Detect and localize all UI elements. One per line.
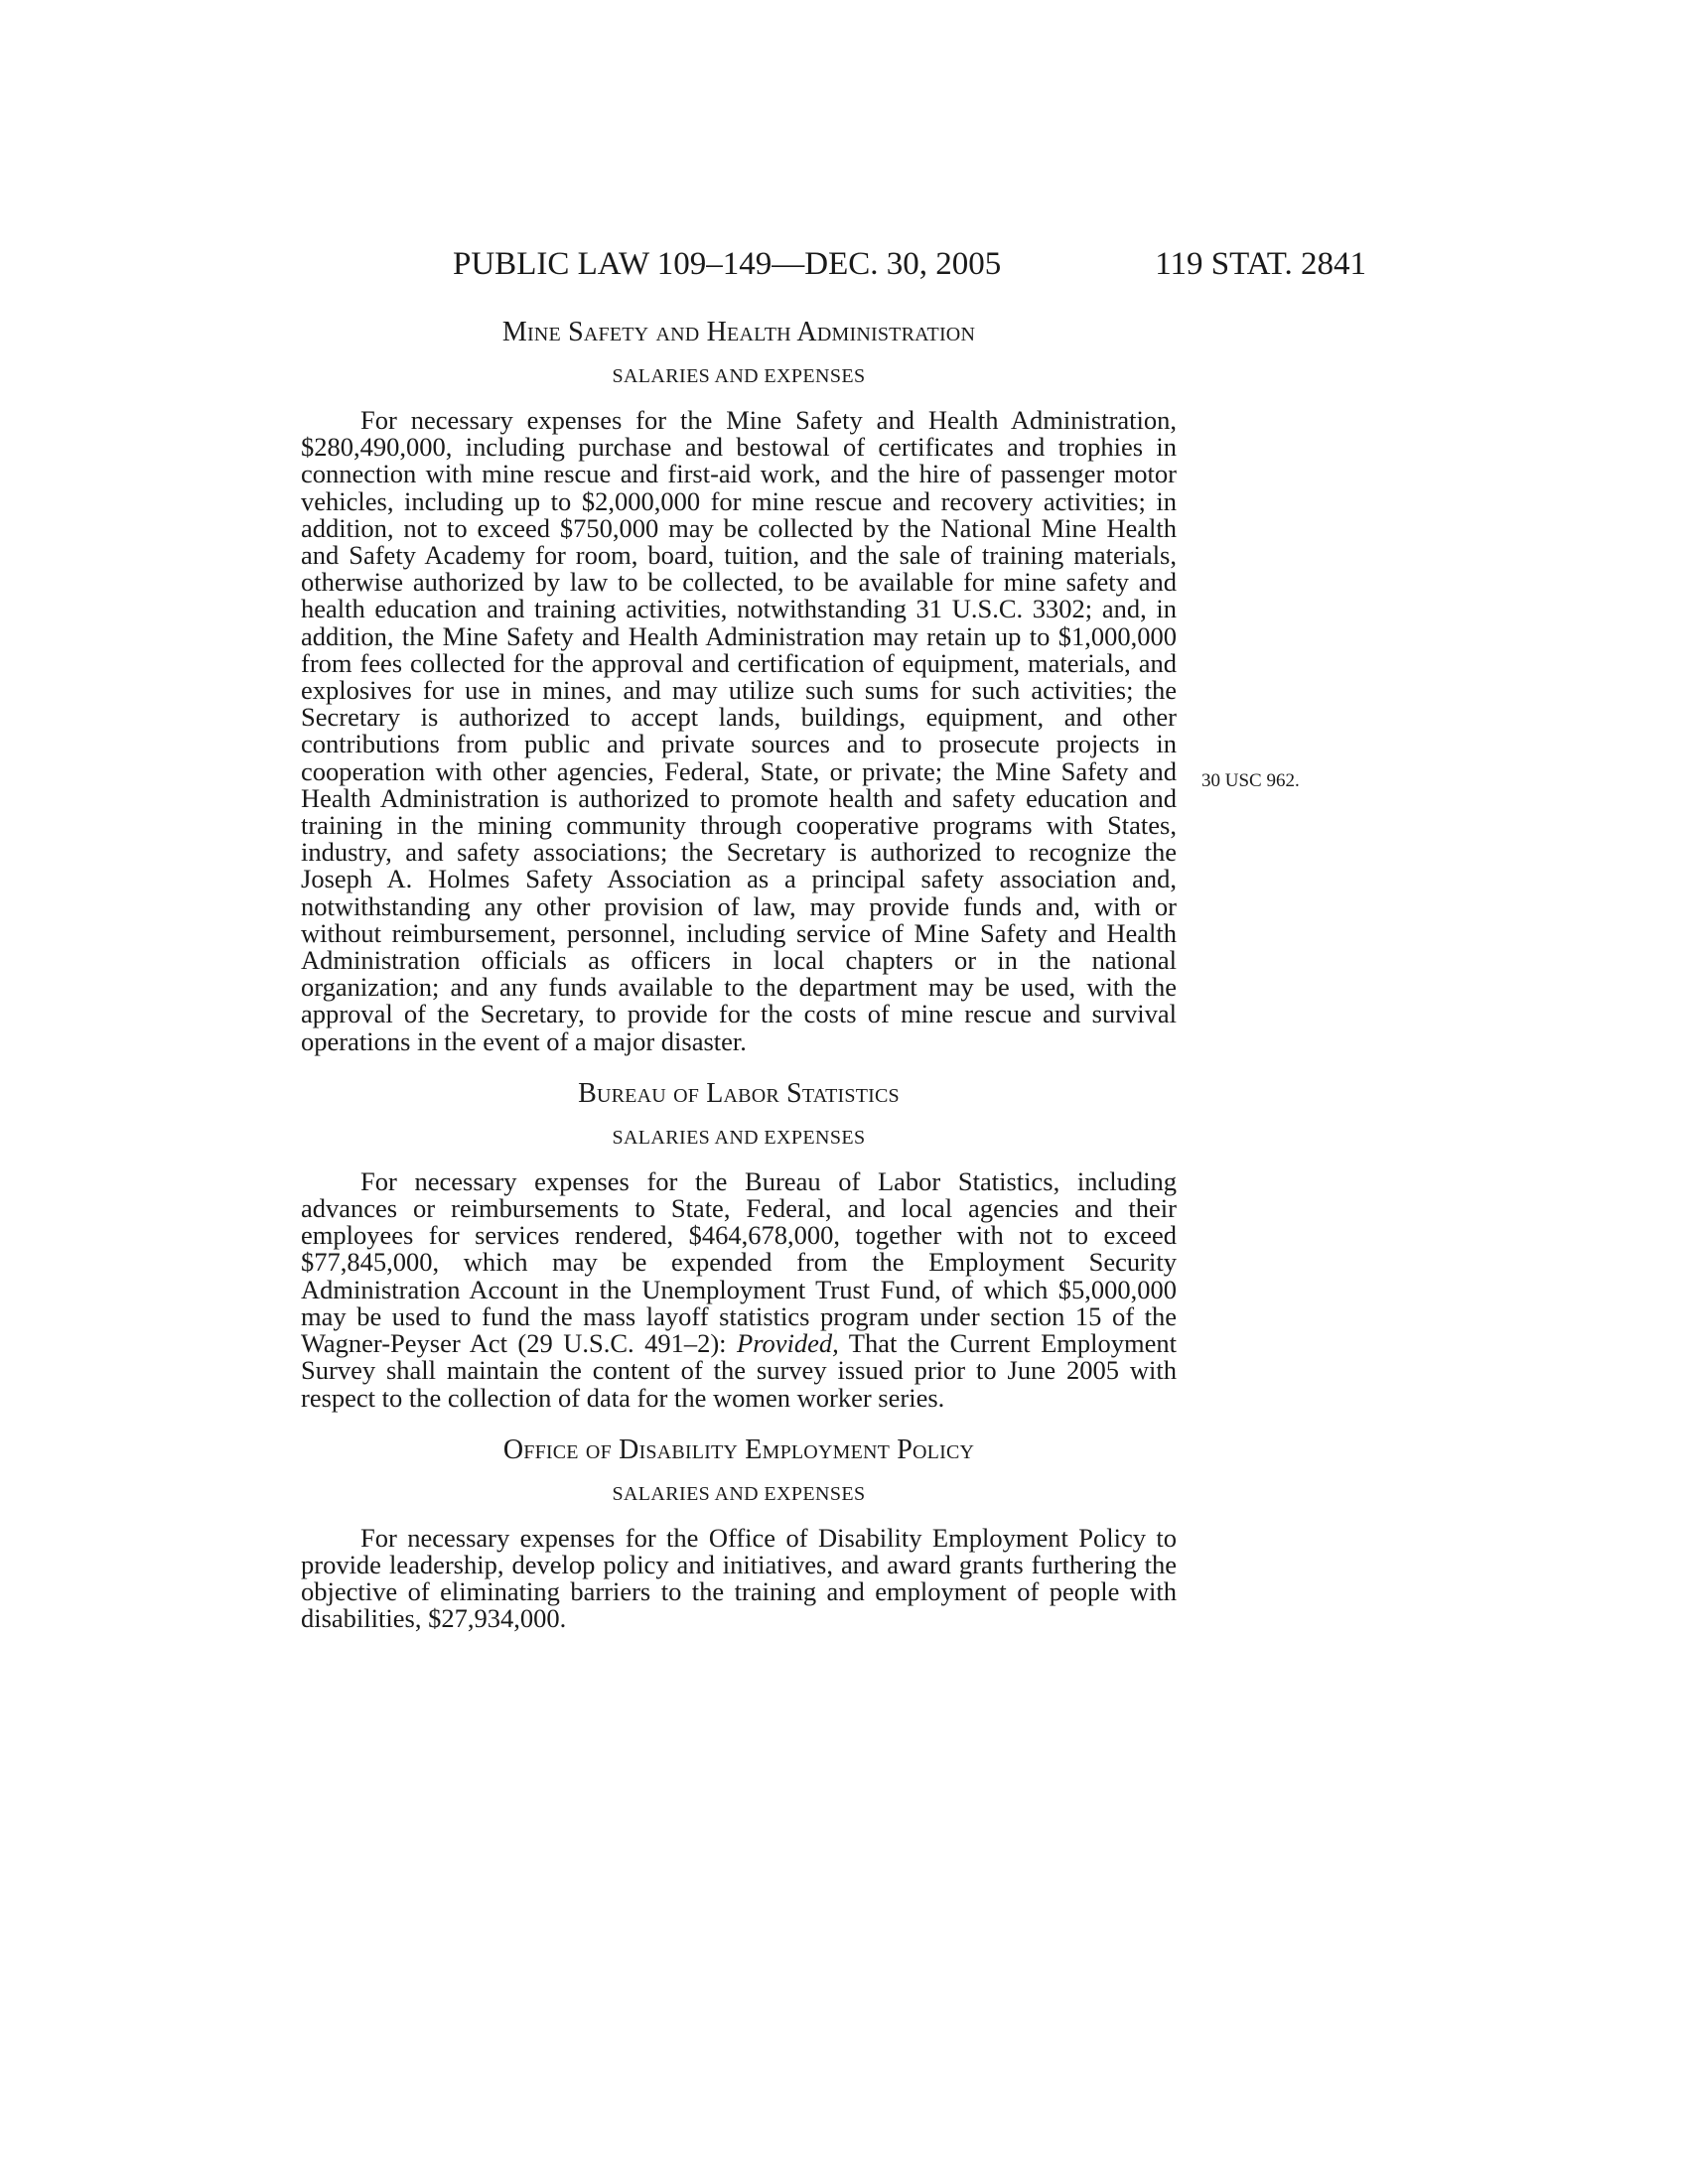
appropriation-paragraph: For necessary expenses for the Office of Disability Employment Policy to provide leadership, develop policy and initiatives, and award grants furthering the objective of eliminating barriers to the training and employment of people with disabilities, $27,934,000.	[301, 1522, 1177, 1634]
agency-heading: Office of Disability Employment Policy	[502, 1433, 975, 1465]
paragraph-text-before: For necessary expenses for the Bureau of Labor Statistics, including advances or reimbursements to State, Federal, and local agencies and their employees for services rendered, $464,678,000, together with not to exceed $77,845,000, which may be expended from the Employment Security Administration Account in the Unemployment Trust Fund, of which $5,000,000 may be used to fund the mass layoff statistics program under section 15 of the Wagner-Peyser Act (29 U.S.C. 491–2):	[301, 1165, 1177, 1359]
agency-heading: Mine Safety and Health Administration	[501, 317, 976, 347]
main-text-column	[301, 316, 1177, 1655]
margin-citation-note: 30 USC 962.	[1201, 770, 1300, 791]
proviso-italic: Provided,	[737, 1328, 839, 1359]
appropriation-paragraph	[301, 1165, 1177, 1413]
section-odep	[301, 1433, 1177, 1633]
running-head: PUBLIC LAW 109–149—DEC. 30, 2005	[453, 246, 1002, 282]
subheading: SALARIES AND EXPENSES	[612, 1126, 866, 1149]
page-citation: 119 STAT. 2841	[1155, 246, 1366, 282]
subheading: SALARIES AND EXPENSES	[612, 365, 866, 387]
subheading: SALARIES AND EXPENSES	[612, 1482, 866, 1505]
section-msha	[301, 316, 1177, 1055]
section-bls	[301, 1077, 1177, 1412]
paragraph-text-after: That the Current Employment Survey shall maintain the content of the survey issued prior to June 2005 with respect to the collection of data for the women worker series.	[301, 1328, 1177, 1413]
appropriation-paragraph: For necessary expenses for the Mine Safety and Health Administration, $280,490,000, including purchase and bestowal of certificates and trophies in connection with mine rescue and first-aid work, and the hire of passenger motor vehicles, including up to $2,000,000 for mine rescue and recovery activities; in addition, not to exceed $750,000 may be collected by the National Mine Health and Safety Academy for room, board, tuition, and the sale of training materials, otherwise authorized by law to be collected, to be available for mine safety and health education and training activities, notwithstanding 31 U.S.C. 3302; and, in addition, the Mine Safety and Health Administration may retain up to $1,000,000 from fees collected for the approval and certification of equipment, materials, and explosives for use in mines, and may utilize such sums for such activities; the Secretary is authorized to accept lands, buildings, equipment, and other contributions from public and private sources and to prosecute projects in cooperation with other agencies, Federal, State, or private; the Mine Safety and Health Administration is authorized to promote health and safety education and training in the mining community through cooperative programs with States, industry, and safety associations; the Secretary is authorized to recognize the Joseph A. Holmes Safety Association as a principal safety association and, notwithstanding any other provision of law, may provide funds and, with or without reimbursement, personnel, including service of Mine Safety and Health Administration officials as officers in local chapters or in the national organization; and any funds available to the department may be used, with the approval of the Secretary, to provide for the costs of mine rescue and survival operations in the event of a major disaster.	[301, 405, 1177, 1056]
page-header	[453, 246, 1366, 286]
agency-heading: Bureau of Labor Statistics	[578, 1077, 900, 1109]
